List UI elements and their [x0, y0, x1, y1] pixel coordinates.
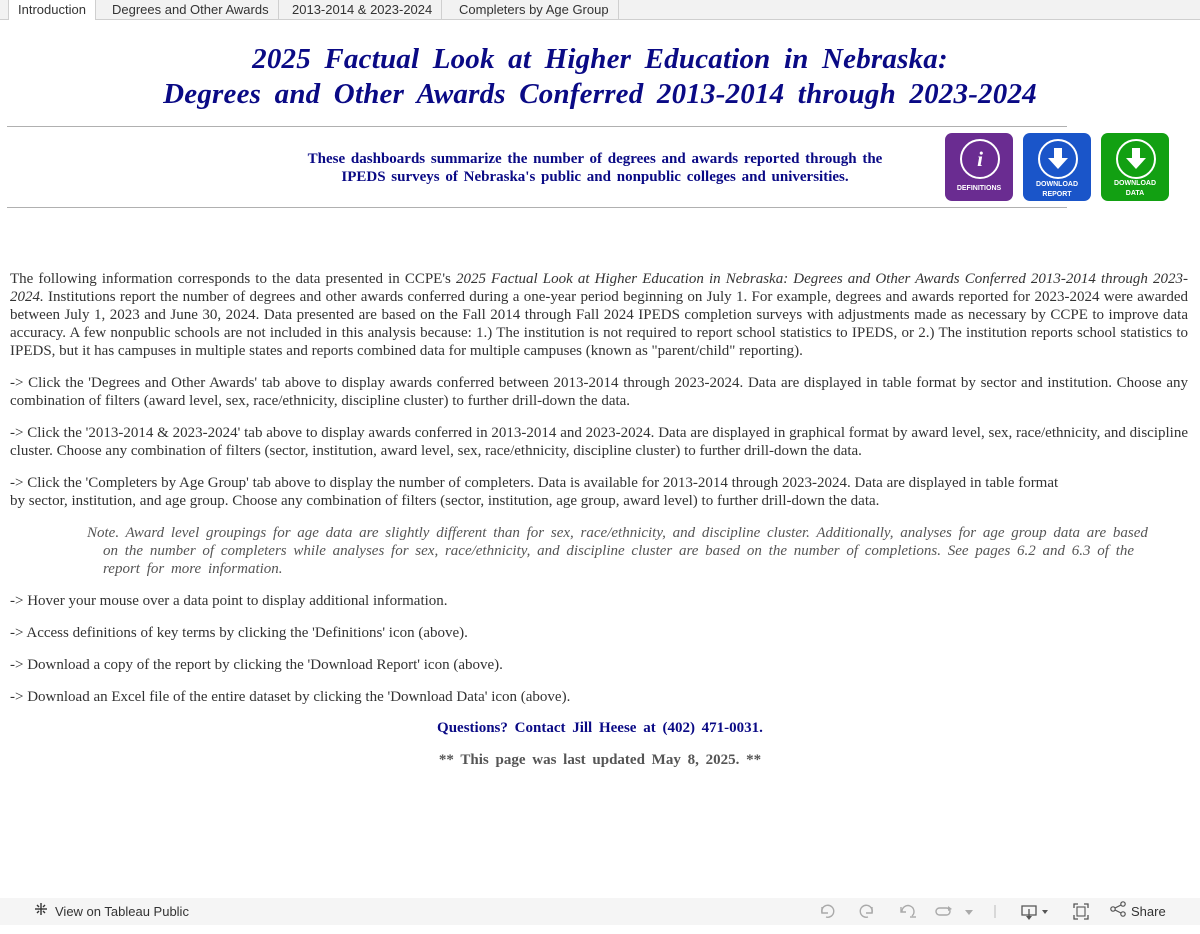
note-line3: report for more information.: [103, 561, 283, 577]
page-subtitle: [290, 150, 900, 186]
bottom-toolbar: [0, 898, 1200, 925]
tab-introduction[interactable]: Introduction: [8, 0, 96, 20]
intro-report-title: 2025 Factual Look at Higher Education in Nebraska: Degrees and Other Awards Conferred 2013-2014 through 2023-2024.: [10, 271, 1189, 305]
toolbar-separator: [994, 898, 996, 925]
download-arrow-icon: [1116, 139, 1156, 179]
view-on-tableau-public-link[interactable]: [33, 898, 189, 925]
subtitle-line1: These dashboards summarize the number of degrees and awards reported through the: [307, 151, 883, 167]
undo-icon: [818, 898, 836, 925]
intro-text-b: Institutions report the number of degrees and other awards conferred during a one-year period beginning on July 1. For example, degrees and awards reported for 2023-2024 were awarded between July 1, 2023 and June 30, 2024. Data presented are based on the Fall 2014 through Fall 2024 IPEDS completion surveys with adjustments made as necessary by CCPE to improve data accuracy. A few nonpublic schools are not included in this analysis because: 1.) The institution is not required to report school statistics to IPEDS, or 2.) The institution reports school statistics to IPEDS, but it has campuses in multiple states and reports combined data for multiple campuses (known as "parent/child" reporting).: [10, 289, 1188, 359]
bullet-degrees-tab: -> Click the 'Degrees and Other Awards' tab above to display awards conferred between 2013-2014 through 2023-2024. Data are displayed in table format by sector and institution. Choose any combination of filters (award level, sex, race/ethnicity, discipline cluster) to further drill-down the data.: [10, 375, 1188, 409]
pause-dropdown-button[interactable]: [964, 898, 974, 925]
download-data-label-1: DOWNLOAD: [1114, 180, 1156, 187]
revert-button[interactable]: [898, 898, 918, 925]
definitions-label: DEFINITIONS: [956, 185, 1002, 192]
download-menu-button[interactable]: [1020, 898, 1052, 925]
divider-bottom: [7, 207, 1067, 208]
revert-icon: [898, 898, 918, 925]
bullet-completers-line2: by sector, institution, and age group. Choose any combination of filters (sector, institution, age group, award level) to further drill-down the data.: [10, 493, 880, 509]
redo-icon: [858, 898, 876, 925]
download-arrow-icon: [1038, 139, 1078, 179]
fullscreen-button[interactable]: [1072, 898, 1090, 925]
info-glyph: [962, 141, 998, 177]
share-button[interactable]: [1110, 898, 1166, 925]
share-icon: [1110, 899, 1126, 926]
tab-degrees-and-other-awards[interactable]: Degrees and Other Awards: [103, 0, 279, 19]
download-report-label-2: REPORT: [1042, 191, 1072, 198]
download-data-button[interactable]: [1101, 133, 1169, 201]
last-updated-line: ** This page was last updated May 8, 2025. **: [438, 752, 762, 768]
bullet-completers-line1: -> Click the 'Completers by Age Group' tab above to display the number of completers. Data is available for 2013-2014 through 2023-2024. Data are displayed in table format: [10, 475, 1059, 491]
fullscreen-icon: [1072, 898, 1090, 925]
bullet-definitions: -> Access definitions of key terms by clicking the 'Definitions' icon (above).: [10, 625, 468, 641]
intro-text-a: The following information corresponds to the data presented in CCPE's: [10, 271, 456, 287]
page-title-line1: 2025 Factual Look at Higher Education in Nebraska:: [252, 43, 948, 75]
tab-2013-2014-2023-2024[interactable]: 2013-2014 & 2023-2024: [283, 0, 442, 19]
bullet-download-data: -> Download an Excel file of the entire dataset by clicking the 'Download Data' icon (above).: [10, 689, 571, 705]
subtitle-line2: IPEDS surveys of Nebraska's public and nonpublic colleges and universities.: [341, 169, 849, 185]
intro-paragraph: [10, 270, 1188, 360]
view-on-tableau-label: View on Tableau Public: [55, 904, 189, 919]
bullet-completers-tab: [10, 474, 1188, 510]
share-label: Share: [1131, 904, 1166, 919]
page-title-line2: Degrees and Other Awards Conferred 2013-2014 through 2023-2024: [163, 78, 1037, 110]
definitions-button[interactable]: [945, 133, 1013, 201]
download-arrow-glyph: [1118, 141, 1154, 177]
tab-completers-by-age-group[interactable]: Completers by Age Group: [450, 0, 619, 19]
caret-down-icon: [964, 898, 974, 925]
tableau-logo-icon: [33, 899, 49, 926]
contact-line: Questions? Contact Jill Heese at (402) 471-0031.: [437, 720, 763, 736]
bullet-download-report: -> Download a copy of the report by clicking the 'Download Report' icon (above).: [10, 657, 503, 673]
refresh-icon: [934, 898, 954, 925]
sheet-tab-bar: [0, 0, 1200, 20]
refresh-button[interactable]: [934, 898, 954, 925]
note-block: [87, 524, 1153, 578]
download-report-label-1: DOWNLOAD: [1036, 181, 1078, 188]
undo-button[interactable]: [818, 898, 836, 925]
info-icon: [960, 139, 1000, 179]
bullet-comparison-tab: -> Click the '2013-2014 & 2023-2024' tab above to display awards conferred in 2013-2014 and 2023-2024. Data are displayed in graphical format by award level, sex, race/ethnicity, and discipline cluster. Choose any combination of filters (sector, institution, award level, sex, race/ethnicity, discipline cluster) to further drill-down the data.: [10, 425, 1188, 459]
divider-top: [7, 126, 1067, 127]
svg-text:i: i: [977, 147, 983, 171]
bullet-hover: -> Hover your mouse over a data point to display additional information.: [10, 593, 448, 609]
download-arrow-glyph: [1040, 141, 1076, 177]
note-line2: on the number of completers while analyses for sex, race/ethnicity, and discipline cluster are based on the number of completions. See pages 6.2 and 6.3 of the: [103, 543, 1135, 559]
download-icon: [1020, 898, 1052, 925]
download-report-button[interactable]: [1023, 133, 1091, 201]
note-line1: Note. Award level groupings for age data are slightly different than for sex, race/ethnicity, and discipline cluster. Additionally, analyses for age group data are based: [87, 525, 1148, 541]
redo-button[interactable]: [858, 898, 876, 925]
download-data-label-2: DATA: [1125, 190, 1145, 197]
